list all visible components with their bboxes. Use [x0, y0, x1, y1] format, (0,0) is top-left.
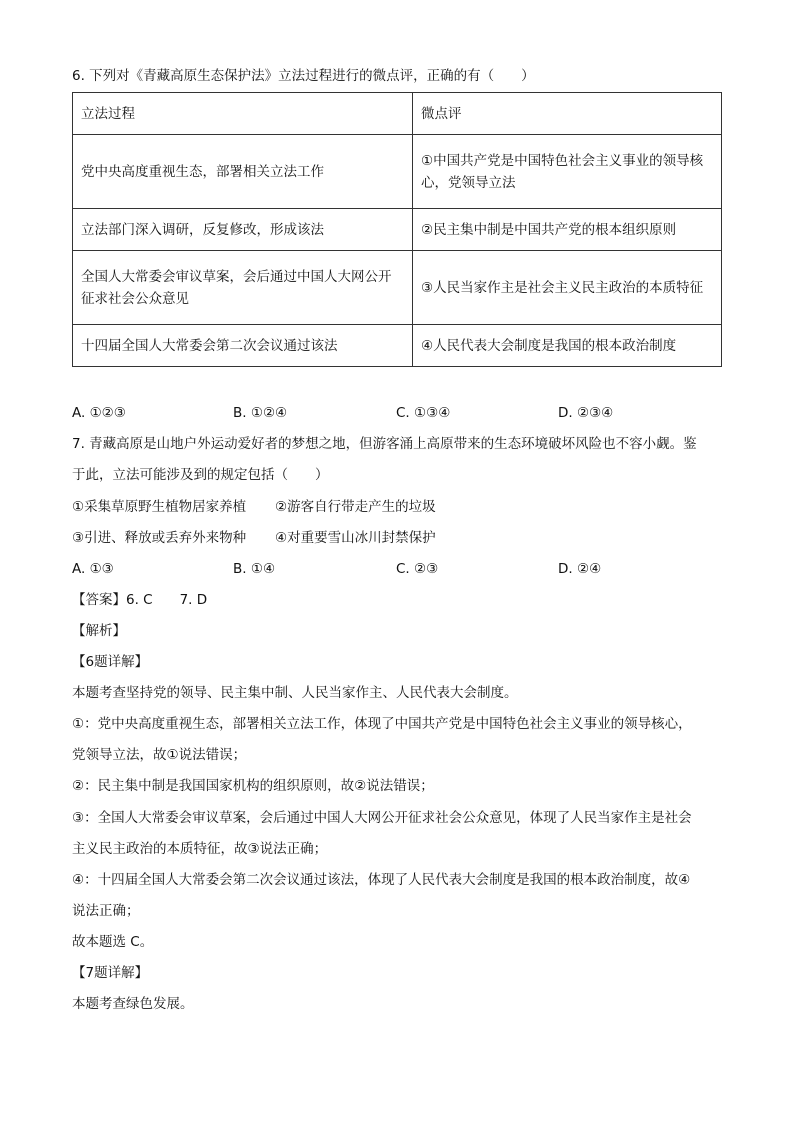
table-cell: ④人民代表大会制度是我国的根本政治制度	[413, 325, 722, 367]
table-cell: 全国人大常委会审议草案，会后通过中国人大网公开征求社会公众意见	[73, 251, 413, 325]
table-header-cell: 微点评	[413, 93, 722, 135]
q7-item-3: ③引进、释放或丢弃外来物种	[72, 530, 247, 546]
q7-item-1: ①采集草原野生植物居家养植	[72, 499, 247, 515]
q7-detail-intro: 本题考查绿色发展。	[72, 996, 194, 1012]
q7-item-2: ②游客自行带走产生的垃圾	[275, 499, 436, 515]
q6-detail-p3-line1: ③：全国人大常委会审议草案，会后通过中国人大网公开征求社会公众意见，体现了人民当家作主是社会	[72, 810, 692, 826]
answer-text: 6. C 7. D	[126, 592, 208, 608]
q6-detail-conclusion: 故本题选 C。	[72, 934, 154, 950]
answer-line	[72, 590, 207, 610]
q6-detail-p4-line1: ④：十四届全国人大常委会第二次会议通过该法，体现了人民代表大会制度是我国的根本政治制度，故④	[72, 872, 691, 888]
table-cell: ③人民当家作主是社会主义民主政治的本质特征	[413, 251, 722, 325]
table-cell: 党中央高度重视生态，部署相关立法工作	[73, 135, 413, 209]
q6-detail-intro: 本题考查坚持党的领导、民主集中制、人民当家作主、人民代表大会制度。	[72, 685, 518, 701]
q7-option-c: C. ②③	[396, 561, 439, 577]
q6-option-a: A. ①②③	[72, 405, 126, 421]
table-row	[73, 135, 722, 209]
answer-label: 【答案】	[72, 592, 126, 608]
q6-detail-title: 【6题详解】	[72, 654, 149, 670]
q6-option-d: D. ②③④	[558, 405, 614, 421]
table-header-row	[73, 93, 722, 135]
q7-option-b: B. ①④	[233, 561, 276, 577]
q7-option-a: A. ①③	[72, 561, 114, 577]
table-cell: 十四届全国人大常委会第二次会议通过该法	[73, 325, 413, 367]
q6-detail-p2: ②：民主集中制是我国国家机构的组织原则，故②说法错误；	[72, 778, 434, 794]
q7-stem-line2: 于此，立法可能涉及到的规定包括（ ）	[72, 467, 329, 483]
q7-option-d: D. ②④	[558, 561, 602, 577]
analysis-label: 【解析】	[72, 623, 126, 639]
q6-stem: 6. 下列对《青藏高原生态保护法》立法过程进行的微点评，正确的有（ ）	[72, 68, 535, 84]
q6-detail-p3-line2: 主义民主政治的本质特征，故③说法正确；	[72, 841, 328, 857]
table-cell: ①中国共产党是中国特色社会主义事业的领导核心，党领导立法	[413, 135, 722, 209]
q6-detail-p1-line2: 党领导立法，故①说法错误；	[72, 747, 247, 763]
q6-table	[72, 92, 722, 367]
table-cell: 立法部门深入调研，反复修改，形成该法	[73, 209, 413, 251]
q6-detail-p4-line2: 说法正确；	[72, 903, 140, 919]
table-row	[73, 209, 722, 251]
q6-option-c: C. ①③④	[396, 405, 451, 421]
q7-stem-line1: 7. 青藏高原是山地户外运动爱好者的梦想之地，但游客涌上高原带来的生态环境破坏风险也不容小觑。鉴	[72, 436, 697, 452]
table-row	[73, 325, 722, 367]
table-header-cell: 立法过程	[73, 93, 413, 135]
q7-item-4: ④对重要雪山冰川封禁保护	[275, 530, 436, 546]
q7-detail-title: 【7题详解】	[72, 965, 149, 981]
q6-detail-p1-line1: ①：党中央高度重视生态，部署相关立法工作，体现了中国共产党是中国特色社会主义事业的领导核心，	[72, 716, 692, 732]
table-row	[73, 251, 722, 325]
table-cell: ②民主集中制是中国共产党的根本组织原则	[413, 209, 722, 251]
q6-option-b: B. ①②④	[233, 405, 288, 421]
